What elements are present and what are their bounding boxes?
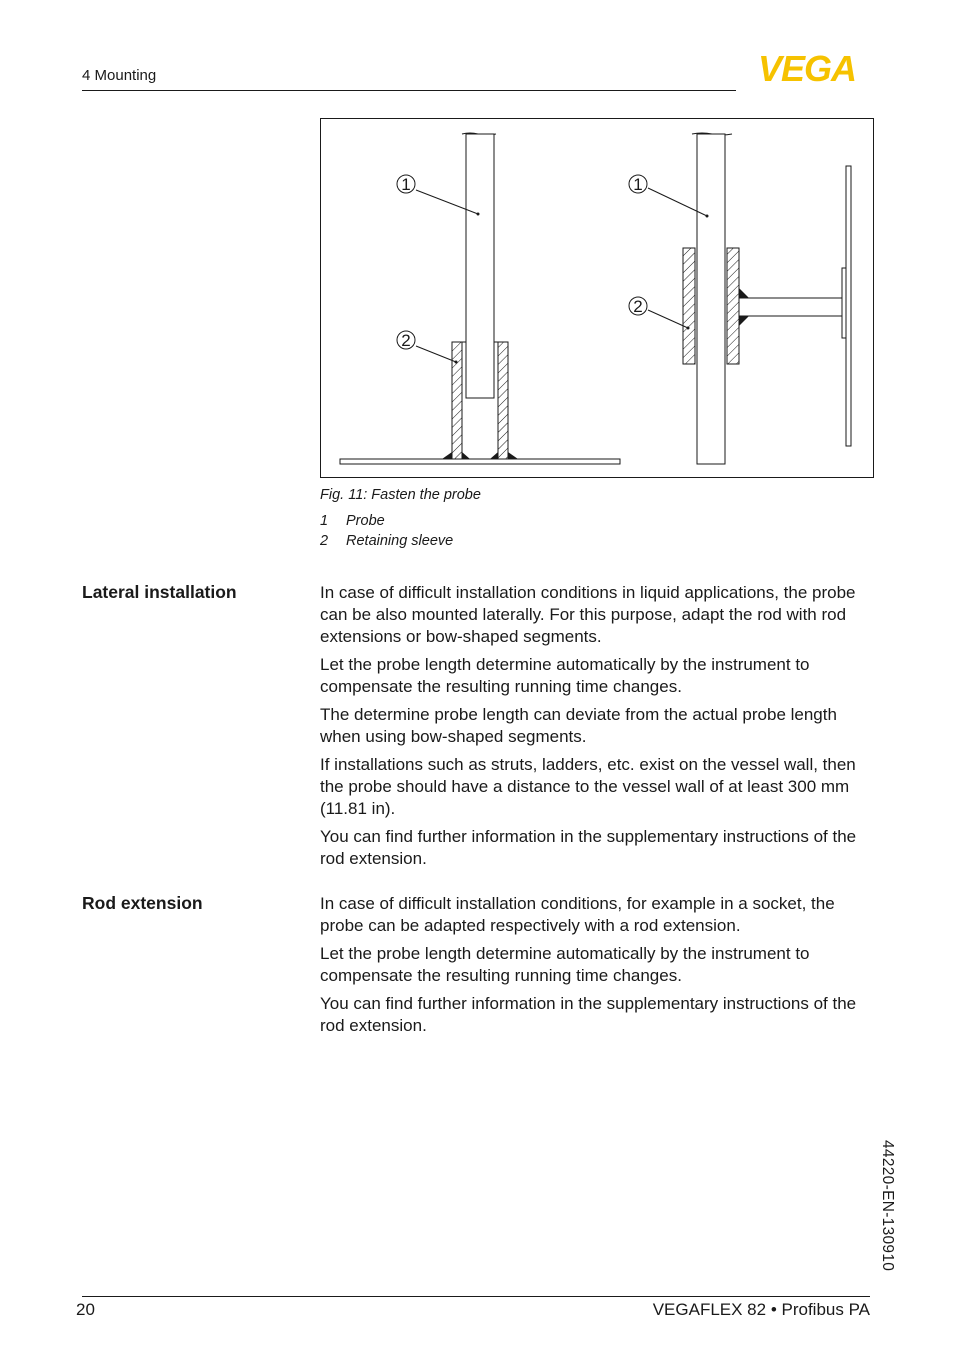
figure-legend — [320, 511, 453, 551]
paragraph: You can find further information in the supplementary instructions of the rod extension. — [320, 994, 857, 1035]
callout-2-right: 2 — [633, 297, 643, 316]
paragraph: You can find further information in the supplementary instructions of the rod extension. — [320, 827, 857, 868]
figure-caption: Fig. 11: Fasten the probe — [320, 487, 481, 503]
sleeve-right-a — [683, 248, 695, 364]
footer-divider — [82, 1296, 870, 1297]
legend-number: 1 — [320, 513, 329, 529]
callout-1-left: 1 — [401, 175, 411, 194]
legend-number: 2 — [320, 533, 329, 549]
page-number: 20 — [76, 1300, 95, 1319]
paragraph: The determine probe length can deviate from the actual probe length when using bow-shaped segments. — [320, 705, 837, 746]
paragraph: Let the probe length determine automatically by the instrument to compensate the resulting running time changes. — [320, 655, 810, 696]
probe-rod-right — [697, 134, 725, 464]
mounting-plate — [842, 268, 846, 338]
legend-item — [320, 511, 453, 531]
sleeve-right-b — [727, 248, 739, 364]
sleeve-left-a — [452, 342, 462, 460]
vessel-wall — [846, 166, 851, 446]
section-title: 4 Mounting — [82, 67, 157, 84]
probe-rod-left — [466, 134, 494, 398]
legend-label: Retaining sleeve — [346, 533, 454, 549]
legend-label: Probe — [346, 513, 385, 529]
paragraph: Let the probe length determine automatically by the instrument to compensate the resulting running time changes. — [320, 944, 810, 985]
lateral-installation-body — [320, 582, 872, 876]
sleeve-left-b — [498, 342, 508, 460]
heading-rod-extension: Rod extension — [82, 893, 203, 913]
paragraph: If installations such as struts, ladders, etc. exist on the vessel wall, then the probe should have a distance to the vessel wall of at least 300 mm (11.81 in). — [320, 755, 856, 818]
header-divider — [82, 90, 736, 91]
legend-item — [320, 531, 453, 551]
paragraph: In case of difficult installation conditions in liquid applications, the probe can be also mounted laterally. For this purpose, adapt the rod with rod extensions or bow-shaped segments. — [320, 583, 856, 646]
paragraph: In case of difficult installation conditions, for example in a socket, the probe can be adapted respectively with a rod extension. — [320, 894, 835, 935]
document-id: 44220-EN-130910 — [879, 1140, 896, 1272]
product-name: VEGAFLEX 82 • Profibus PA — [652, 1300, 870, 1319]
rod-extension-body — [320, 893, 872, 1043]
mounting-figure — [320, 118, 874, 478]
heading-lateral-installation: Lateral installation — [82, 582, 237, 602]
logo-text: VEGA — [757, 52, 857, 84]
support-arm — [739, 298, 842, 316]
vega-logo — [741, 52, 873, 84]
vessel-floor — [340, 459, 620, 464]
callout-1-right: 1 — [633, 175, 643, 194]
callout-2-left: 2 — [401, 331, 411, 350]
